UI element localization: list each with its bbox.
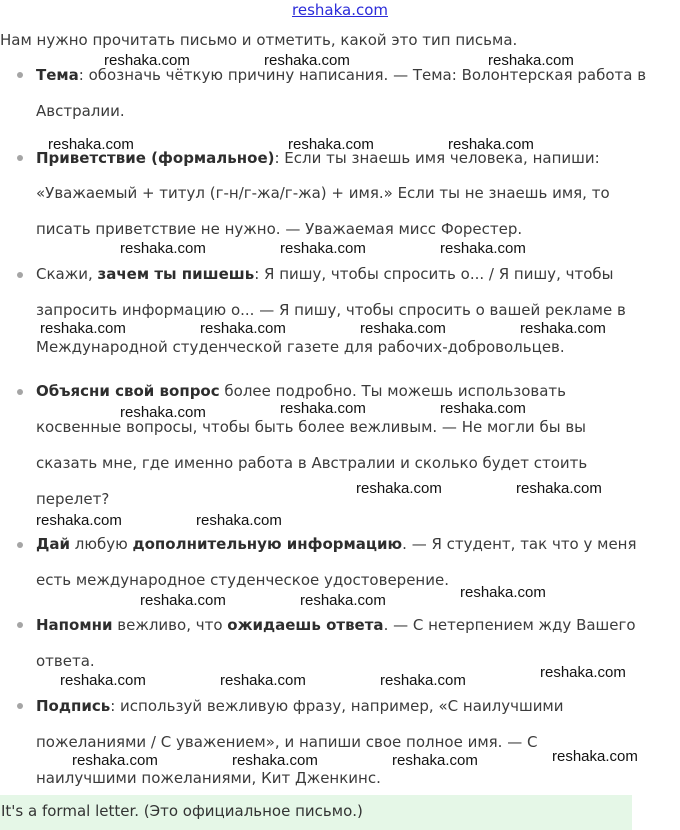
watermark: reshaka.com <box>196 512 282 529</box>
watermark: reshaka.com <box>200 320 286 337</box>
item-line: сказать мне, где именно работа в Австралии и сколько будет стоить <box>36 454 588 472</box>
item-line: есть международное студенческое удостоверение. <box>36 571 449 589</box>
watermark: reshaka.com <box>48 136 134 153</box>
watermark: reshaka.com <box>280 240 366 257</box>
bullet-icon <box>17 622 23 628</box>
watermark: reshaka.com <box>520 320 606 337</box>
item-line: Объясни свой вопрос более подробно. Ты можешь использовать <box>36 382 566 400</box>
bullet-icon <box>17 155 23 161</box>
item-line: Международной студенческой газете для рабочих-добровольцев. <box>36 338 565 356</box>
bullet-icon <box>17 72 23 78</box>
watermark: reshaka.com <box>232 752 318 769</box>
watermark: reshaka.com <box>300 592 386 609</box>
item-line: Подпись: используй вежливую фразу, например, «С наилучшими <box>36 697 564 715</box>
item-line: Тема: обозначь чёткую причину написания. — Тема: Волонтерская работа в <box>36 66 647 84</box>
watermark: reshaka.com <box>460 584 546 601</box>
watermark: reshaka.com <box>448 136 534 153</box>
item-line: запросить информацию о... — Я пишу, чтобы спросить о вашей рекламе в <box>36 301 626 319</box>
item-line: Приветствие (формальное): Если ты знаешь имя человека, напиши: <box>36 149 600 167</box>
item-line: косвенные вопросы, чтобы быть более вежливым. — Не могли бы вы <box>36 418 586 436</box>
watermark: reshaka.com <box>280 400 366 417</box>
watermark: reshaka.com <box>360 320 446 337</box>
watermark: reshaka.com <box>120 240 206 257</box>
item-line: наилучшими пожеланиями, Кит Дженкинс. <box>36 769 381 787</box>
site-header-link[interactable]: reshaka.com <box>292 1 388 19</box>
watermark: reshaka.com <box>288 136 374 153</box>
watermark: reshaka.com <box>120 404 206 421</box>
item-line: Дай любую дополнительную информацию. — Я студент, так что у меня <box>36 535 637 553</box>
watermark: reshaka.com <box>140 592 226 609</box>
item-line: пожеланиями / С уважением», и напиши свое полное имя. — С <box>36 733 538 751</box>
item-line: Скажи, зачем ты пишешь: Я пишу, чтобы спросить о... / Я пишу, чтобы <box>36 265 614 283</box>
item-line: Австралии. <box>36 102 125 120</box>
watermark: reshaka.com <box>60 672 146 689</box>
watermark: reshaka.com <box>552 748 638 765</box>
watermark: reshaka.com <box>380 672 466 689</box>
bullet-icon <box>17 703 23 709</box>
item-line: писать приветствие не нужно. — Уважаемая мисс Форестер. <box>36 220 523 238</box>
watermark: reshaka.com <box>220 672 306 689</box>
item-line: перелет? <box>36 490 110 508</box>
item-line: «Уважаемый + титул (г-н/г-жа/г-жа) + имя.» Если ты не знаешь имя, то <box>36 184 610 202</box>
answer-text: It's a formal letter. (Это официальное письмо.) <box>1 802 363 820</box>
watermark: reshaka.com <box>36 512 122 529</box>
watermark: reshaka.com <box>440 400 526 417</box>
watermark: reshaka.com <box>440 240 526 257</box>
answer-box <box>0 795 632 830</box>
watermark: reshaka.com <box>540 664 626 681</box>
watermark: reshaka.com <box>104 52 190 69</box>
bullet-icon <box>17 272 23 278</box>
watermark: reshaka.com <box>40 320 126 337</box>
bullet-icon <box>17 542 23 548</box>
watermark: reshaka.com <box>72 752 158 769</box>
watermark: reshaka.com <box>488 52 574 69</box>
watermark: reshaka.com <box>392 752 478 769</box>
watermark: reshaka.com <box>516 480 602 497</box>
bullet-icon <box>17 389 23 395</box>
watermark: reshaka.com <box>264 52 350 69</box>
item-line: Напомни вежливо, что ожидаешь ответа. — С нетерпением жду Вашего <box>36 616 636 634</box>
item-line: ответа. <box>36 652 95 670</box>
watermark: reshaka.com <box>356 480 442 497</box>
intro-text: Нам нужно прочитать письмо и отметить, какой это тип письма. <box>0 31 518 49</box>
